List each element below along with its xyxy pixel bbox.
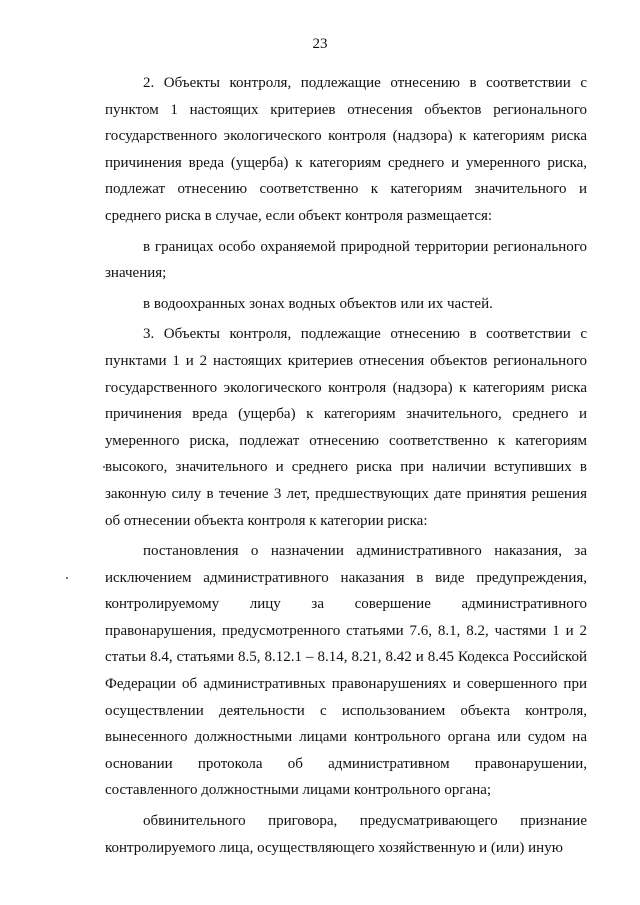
paragraph-3: в водоохранных зонах водных объектов или их частей. [143,295,493,312]
paragraph-4: 3. Объекты контроля, подлежащие отнесению в соответствии с пунктами 1 и 2 настоящих критериев отнесения объектов регионального государственного экологического контроля (надзора) к категориям риска причинения вреда (ущерба) к категориям значительного, среднего и умеренного риска, подлежат отнесению соответственно к категориям высокого, значительного и среднего риска при наличии вступивших в законную силу в течение 3 лет, предшествующих дате принятия решения об отнесении объекта контроля к категории риска: [105,326,587,529]
paragraph-1: 2. Объекты контроля, подлежащие отнесению в соответствии с пунктом 1 настоящих критериев отнесения объектов регионального государственного экологического контроля (надзора) к категориям риска причинения вреда (ущерба) к категориям среднего и умеренного риска, подлежат отнесению соответственно к категориям значительного и среднего риска в случае, если объект контроля размещается: [105,75,587,224]
paragraph-5: постановления о назначении административного наказания, за исключением административного наказания в виде предупреждения, контролируемому лицу за совершение административного правонарушения, предусмотренного статьями 7.6, 8.1, 8.2, частями 1 и 2 статьи 8.4, статьями 8.5, 8.12.1 – 8.14, 8.21, 8.42 и 8.45 Кодекса Российской Федерации об административных правонарушениях и совершенного при осуществлении деятельности с использованием объекта контроля, вынесенного должностными лицами контрольного органа или судом на основании протокола об административном правонарушении, составленного должностными лицами контрольного органа; [105,543,587,799]
paragraph-2: в границах особо охраняемой природной территории регионального значения; [105,238,587,282]
document-body [105,70,587,865]
paragraph-6: обвинительного приговора, предусматривающего признание контролируемого лица, осуществляющего хозяйственную и (или) иную [105,813,587,856]
page-number: 23 [312,36,328,52]
scan-mark [103,466,105,468]
scan-mark [66,577,68,579]
